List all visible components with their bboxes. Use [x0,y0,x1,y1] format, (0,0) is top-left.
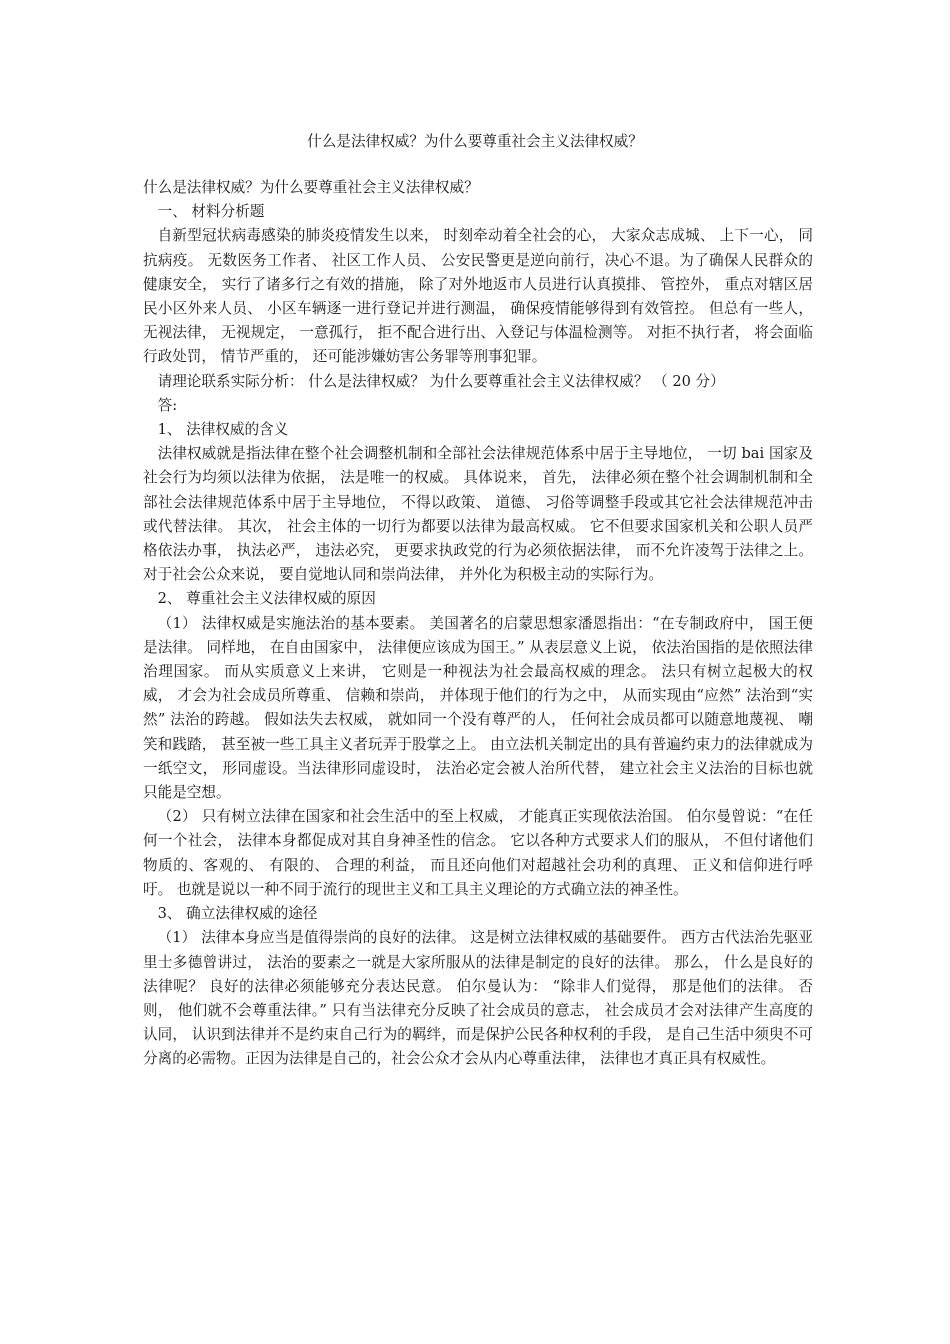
question-prompt: 请理论联系实际分析： 什么是法律权威？ 为什么要尊重社会主义法律权威？ （ 20 分） [157,372,725,390]
section-2-point-2: （2） 只有树立法律在国家和社会生活中的至上权威， 才能真正实现依法治国。 伯尔曼曾说：“在任何一个社会， 法律本身都促成对其自身神圣性的信念。 它以各种方式要求人们的服从， 不但付诸他们物质的、客观的、 有限的、 合理的利益， 而且还向他们对超越社会功利的真理、 正义和信仰进行呼吁。 也就是说以一种不同于流行的现世主义和工具主义理论的方式确立法的神圣性。 [143,808,813,898]
section-heading-3: 3、 确立法律权威的途径 [157,905,318,923]
answer-label: 答: [157,396,178,414]
section-heading-material: 一、 材料分析题 [157,203,265,221]
section-3-point-1: （1） 法律本身应当是值得崇尚的良好的法律。 这是树立法律权威的基础要件。 西方古代法治先驱亚里士多德曾讲过， 法治的要素之一就是大家所服从的法律是制定的良好的法律。 那么， 什么是良好的法律呢？ 良好的法律必须能够充分表达民意。 伯尔曼认为： “除非人们觉得， 那是他们的法律。 否则， 他们就不会尊重法律。” 只有当法律充分反映了社会成员的意志， 社会成员才会对法律产生高度的认同， 认识到法律并不是约束自己行为的羁绊，而是保护公民各种权利的手段， 是自己生活中须臾不可分离的必需物。正因为法律是自己的，社会公众才会从内心尊重法律， 法律也才真正具有权威性。 [143,929,813,1068]
question-heading: 什么是法律权威？为什么要尊重社会主义法律权威？ [143,179,479,196]
section-heading-2: 2、 尊重社会主义法律权威的原因 [157,590,376,608]
section-2-point-1: （1） 法律权威是实施法治的基本要素。 美国著名的启蒙思想家潘恩指出：“在专制政府中， 国王便是法律。 同样地， 在自由国家中， 法律便应该成为国王。” 从表层意义上说， 依法治国指的是依照法律治理国家。 而从实质意义上来讲， 它则是一种视法为社会最高权威的理念。 法只有树立起极大的权威， 才会为社会成员所尊重、 信赖和崇尚， 并体现于他们的行为之中， 从而实现由“应然” 法治到“实然” 法治的跨越。 假如法失去权威， 就如同一个没有尊严的人， 任何社会成员都可以随意地蔑视、 嘲笑和践踏， 甚至被一些工具主义者玩弄于股掌之上。 由立法机关制定出的具有普遍约束力的法律就成为一纸空文， 形同虚设。当法律形同虚设时， 法治必定会被人治所代替， 建立社会主义法治的目标也就只能是空想。 [143,614,813,802]
document-body [143,176,813,1072]
section-1-paragraph: 法律权威就是指法律在整个社会调整机制和全部社会法律规范体系中居于主导地位， 一切 bai 国家及社会行为均须以法律为依据， 法是唯一的权威。 具体说来， 首先， 法律必须在整个社会调制机制和全部社会法律规范体系中居于主导地位， 不得以政策、 道德、 习俗等调整手段或其它社会法律规范冲击或代替法律。 其次， 社会主体的一切行为都要以法律为最高权威。 它不但要求国家机关和公职人员严格依法办事， 执法必严， 违法必究， 更要求执政党的行为必须依据法律， 而不允许凌驾于法律之上。 对于社会公众来说， 要自觉地认同和崇尚法律， 并外化为积极主动的实际行为。 [143,445,813,584]
section-heading-1: 1、 法律权威的含义 [157,421,289,439]
document-title: 什么是法律权威？为什么要尊重社会主义法律权威？ [307,133,643,150]
material-paragraph: 自新型冠状病毒感染的肺炎疫情发生以来， 时刻牵动着全社会的心， 大家众志成城、 上下一心， 同抗病疫。 无数医务工作者、 社区工作人员、 公安民警更是逆向前行，决心不退。为了确保人民群众的健康安全， 实行了诸多行之有效的措施， 除了对外地返市人员进行认真摸排、 管控外， 重点对辖区居民小区外来人员、 小区车辆逐一进行登记并进行测温， 确保疫情能够得到有效管控。 但总有一些人， 无视法律， 无视规定， 一意孤行， 拒不配合进行出、入登记与体温检测等。 对拒不执行者， 将会面临行政处罚， 情节严重的， 还可能涉嫌妨害公务罪等刑事犯罪。 [143,227,813,366]
